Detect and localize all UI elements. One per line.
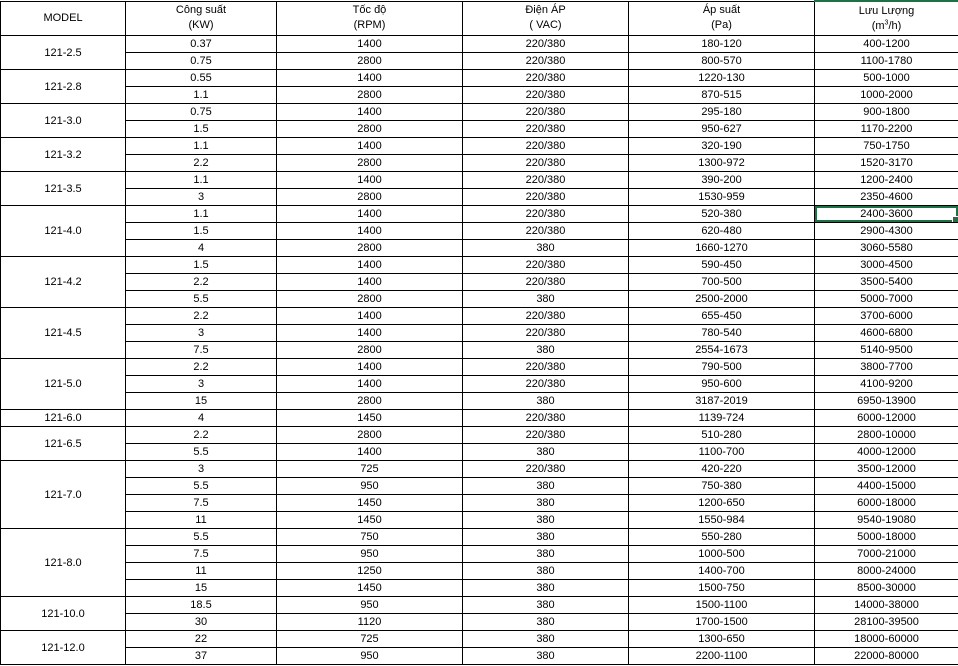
flow-cell[interactable]: 4400-15000: [815, 478, 958, 495]
header-flow-label: Lưu Lượng: [858, 4, 915, 17]
table-row: [1, 597, 958, 614]
voltage-cell[interactable]: 220/380: [463, 70, 629, 87]
voltage-cell[interactable]: 220/380: [463, 36, 629, 53]
flow-cell[interactable]: 8000-24000: [815, 563, 958, 580]
voltage-cell[interactable]: 220/380: [463, 53, 629, 70]
flow-cell[interactable]: 1000-2000: [815, 87, 958, 104]
speed-cell[interactable]: 1400: [277, 359, 463, 376]
voltage-cell[interactable]: 380: [463, 546, 629, 563]
voltage-cell[interactable]: 380: [463, 631, 629, 648]
power-cell[interactable]: 0.37: [126, 36, 277, 53]
voltage-cell[interactable]: 220/380: [463, 325, 629, 342]
flow-cell[interactable]: 3700-6000: [815, 308, 958, 325]
table-row: [1, 189, 958, 206]
speed-cell[interactable]: 2800: [277, 155, 463, 172]
speed-cell[interactable]: 1400: [277, 444, 463, 461]
header-pressure[interactable]: [629, 1, 815, 36]
flow-cell[interactable]: 3500-5400: [815, 274, 958, 291]
flow-cell[interactable]: 6000-12000: [815, 410, 958, 427]
speed-cell[interactable]: 1400: [277, 36, 463, 53]
power-cell[interactable]: 3: [126, 325, 277, 342]
header-power-label: Công suất: [175, 4, 227, 17]
table-row: [1, 257, 958, 274]
table-row: [1, 155, 958, 172]
speed-cell[interactable]: 2800: [277, 342, 463, 359]
pressure-cell[interactable]: 950-600: [629, 376, 815, 393]
header-row: [1, 1, 958, 36]
flow-cell[interactable]: 5000-18000: [815, 529, 958, 546]
flow-cell[interactable]: 7000-21000: [815, 546, 958, 563]
power-cell[interactable]: 15: [126, 580, 277, 597]
pressure-cell[interactable]: 1220-130: [629, 70, 815, 87]
pressure-cell[interactable]: 2500-2000: [629, 291, 815, 308]
pressure-cell[interactable]: 790-500: [629, 359, 815, 376]
header-flow[interactable]: [815, 1, 958, 36]
voltage-cell[interactable]: 220/380: [463, 376, 629, 393]
table-row: [1, 121, 958, 138]
model-cell[interactable]: 121-3.5: [1, 172, 126, 206]
flow-cell[interactable]: 9540-19080: [815, 512, 958, 529]
power-cell[interactable]: 1.1: [126, 206, 277, 223]
voltage-cell[interactable]: 380: [463, 580, 629, 597]
voltage-cell[interactable]: 220/380: [463, 189, 629, 206]
power-cell[interactable]: 0.75: [126, 53, 277, 70]
model-cell[interactable]: 121-6.5: [1, 427, 126, 461]
pressure-cell[interactable]: 1300-972: [629, 155, 815, 172]
header-voltage-label: Điện ÁP: [525, 4, 566, 17]
flow-cell[interactable]: 14000-38000: [815, 597, 958, 614]
model-cell[interactable]: 121-5.0: [1, 359, 126, 410]
speed-cell[interactable]: 2800: [277, 189, 463, 206]
power-cell[interactable]: 1.5: [126, 121, 277, 138]
table-row: [1, 580, 958, 597]
power-cell[interactable]: 5.5: [126, 291, 277, 308]
pressure-cell[interactable]: 780-540: [629, 325, 815, 342]
flow-cell[interactable]: 4100-9200: [815, 376, 958, 393]
pressure-cell[interactable]: 2554-1673: [629, 342, 815, 359]
table-row: [1, 631, 958, 648]
header-voltage[interactable]: [463, 1, 629, 36]
power-cell[interactable]: 1.1: [126, 87, 277, 104]
table-row: [1, 410, 958, 427]
pressure-cell[interactable]: 1660-1270: [629, 240, 815, 257]
pressure-cell[interactable]: 3187-2019: [629, 393, 815, 410]
pressure-cell[interactable]: 590-450: [629, 257, 815, 274]
voltage-cell[interactable]: 220/380: [463, 308, 629, 325]
flow-cell[interactable]: 28100-39500: [815, 614, 958, 631]
power-cell[interactable]: 5.5: [126, 444, 277, 461]
table-row: [1, 359, 958, 376]
pressure-cell[interactable]: 1530-959: [629, 189, 815, 206]
flow-cell[interactable]: 5000-7000: [815, 291, 958, 308]
voltage-cell[interactable]: 380: [463, 614, 629, 631]
table-row: [1, 70, 958, 87]
flow-cell[interactable]: 3800-7700: [815, 359, 958, 376]
pressure-cell[interactable]: 390-200: [629, 172, 815, 189]
power-cell[interactable]: 11: [126, 563, 277, 580]
header-power-unit: (KW): [188, 19, 214, 32]
table-row: [1, 427, 958, 444]
table-row: [1, 529, 958, 546]
model-cell[interactable]: 121-6.0: [1, 410, 126, 427]
model-cell[interactable]: 121-12.0: [1, 631, 126, 665]
power-cell[interactable]: 18.5: [126, 597, 277, 614]
speed-cell[interactable]: 725: [277, 631, 463, 648]
voltage-cell[interactable]: 220/380: [463, 155, 629, 172]
header-speed-label: Tốc độ: [352, 4, 387, 17]
model-cell[interactable]: 121-4.0: [1, 206, 126, 257]
voltage-cell[interactable]: 380: [463, 240, 629, 257]
power-cell[interactable]: 5.5: [126, 478, 277, 495]
power-cell[interactable]: 3: [126, 376, 277, 393]
speed-cell[interactable]: 2800: [277, 87, 463, 104]
speed-cell[interactable]: 1450: [277, 495, 463, 512]
selected-cell[interactable]: 2400-3600: [815, 206, 958, 223]
voltage-cell[interactable]: 380: [463, 393, 629, 410]
table-row: [1, 36, 958, 53]
flow-cell[interactable]: 4600-6800: [815, 325, 958, 342]
power-cell[interactable]: 0.55: [126, 70, 277, 87]
voltage-cell[interactable]: 220/380: [463, 257, 629, 274]
pressure-cell[interactable]: 520-380: [629, 206, 815, 223]
model-cell[interactable]: 121-7.0: [1, 461, 126, 529]
voltage-cell[interactable]: 220/380: [463, 138, 629, 155]
speed-cell[interactable]: 1400: [277, 206, 463, 223]
fill-handle[interactable]: [952, 216, 958, 223]
table-row: [1, 563, 958, 580]
speed-cell[interactable]: 950: [277, 648, 463, 665]
pressure-cell[interactable]: 510-280: [629, 427, 815, 444]
header-flow-unit: $(m^3/h)$: [871, 18, 902, 32]
power-cell[interactable]: 4: [126, 410, 277, 427]
flow-cell[interactable]: 2900-4300: [815, 223, 958, 240]
speed-cell[interactable]: 725: [277, 461, 463, 478]
power-cell[interactable]: 30: [126, 614, 277, 631]
power-cell[interactable]: 5.5: [126, 529, 277, 546]
pressure-cell[interactable]: 550-280: [629, 529, 815, 546]
speed-cell[interactable]: 2800: [277, 53, 463, 70]
speed-cell[interactable]: 2800: [277, 427, 463, 444]
voltage-cell[interactable]: 220/380: [463, 427, 629, 444]
power-cell[interactable]: 2.2: [126, 274, 277, 291]
power-cell[interactable]: 22: [126, 631, 277, 648]
speed-cell[interactable]: 1400: [277, 70, 463, 87]
pressure-cell[interactable]: 420-220: [629, 461, 815, 478]
table-row: [1, 240, 958, 257]
flow-cell[interactable]: 2350-4600: [815, 189, 958, 206]
speed-cell[interactable]: 2800: [277, 240, 463, 257]
speed-cell[interactable]: 1400: [277, 376, 463, 393]
table-row: [1, 376, 958, 393]
power-cell[interactable]: 1.1: [126, 172, 277, 189]
power-cell[interactable]: 1.5: [126, 257, 277, 274]
header-speed-unit: (RPM): [353, 19, 386, 32]
pressure-cell[interactable]: 180-120: [629, 36, 815, 53]
flow-cell[interactable]: 400-1200: [815, 36, 958, 53]
voltage-cell[interactable]: 380: [463, 291, 629, 308]
power-cell[interactable]: 7.5: [126, 495, 277, 512]
voltage-cell[interactable]: 220/380: [463, 410, 629, 427]
flow-cell[interactable]: 2800-10000: [815, 427, 958, 444]
power-cell[interactable]: 7.5: [126, 342, 277, 359]
speed-cell[interactable]: 1400: [277, 325, 463, 342]
power-cell[interactable]: 11: [126, 512, 277, 529]
flow-cell[interactable]: 750-1750: [815, 138, 958, 155]
flow-cell[interactable]: 6000-18000: [815, 495, 958, 512]
voltage-cell[interactable]: 380: [463, 648, 629, 665]
table-row: [1, 614, 958, 631]
speed-cell[interactable]: 1450: [277, 512, 463, 529]
header-power[interactable]: [126, 1, 277, 36]
voltage-cell[interactable]: 380: [463, 444, 629, 461]
voltage-cell[interactable]: 220/380: [463, 274, 629, 291]
header-voltage-unit: ( VAC): [529, 19, 562, 32]
pressure-cell[interactable]: 295-180: [629, 104, 815, 121]
flow-cell[interactable]: 3060-5580: [815, 240, 958, 257]
voltage-cell[interactable]: 220/380: [463, 104, 629, 121]
pressure-cell[interactable]: 700-500: [629, 274, 815, 291]
table-row: [1, 325, 958, 342]
power-cell[interactable]: 3: [126, 189, 277, 206]
pressure-cell[interactable]: 320-190: [629, 138, 815, 155]
model-cell[interactable]: 121-10.0: [1, 597, 126, 631]
speed-cell[interactable]: 1400: [277, 104, 463, 121]
pressure-cell[interactable]: 620-480: [629, 223, 815, 240]
model-cell[interactable]: 121-4.5: [1, 308, 126, 359]
model-cell[interactable]: 121-2.8: [1, 70, 126, 104]
voltage-cell[interactable]: 380: [463, 529, 629, 546]
speed-cell[interactable]: 750: [277, 529, 463, 546]
voltage-cell[interactable]: 380: [463, 495, 629, 512]
pressure-cell[interactable]: 1500-750: [629, 580, 815, 597]
flow-cell[interactable]: 1520-3170: [815, 155, 958, 172]
pressure-cell[interactable]: 950-627: [629, 121, 815, 138]
speed-cell[interactable]: 1400: [277, 172, 463, 189]
flow-cell[interactable]: 500-1000: [815, 70, 958, 87]
flow-cell[interactable]: 8500-30000: [815, 580, 958, 597]
pressure-cell[interactable]: 870-515: [629, 87, 815, 104]
voltage-cell[interactable]: 380: [463, 597, 629, 614]
table-row: [1, 512, 958, 529]
voltage-cell[interactable]: 220/380: [463, 121, 629, 138]
table-row: [1, 87, 958, 104]
pressure-cell[interactable]: 1300-650: [629, 631, 815, 648]
voltage-cell[interactable]: 380: [463, 478, 629, 495]
pressure-cell[interactable]: 800-570: [629, 53, 815, 70]
speed-cell[interactable]: 2800: [277, 121, 463, 138]
voltage-cell[interactable]: 220/380: [463, 359, 629, 376]
pressure-cell[interactable]: 1200-650: [629, 495, 815, 512]
flow-cell[interactable]: 1200-2400: [815, 172, 958, 189]
header-speed[interactable]: [277, 1, 463, 36]
voltage-cell[interactable]: 220/380: [463, 223, 629, 240]
speed-cell[interactable]: 950: [277, 546, 463, 563]
pressure-cell[interactable]: 1400-700: [629, 563, 815, 580]
flow-cell[interactable]: 3000-4500: [815, 257, 958, 274]
power-cell[interactable]: 2.2: [126, 308, 277, 325]
table-row: [1, 104, 958, 121]
power-cell[interactable]: 1.1: [126, 138, 277, 155]
table-row: [1, 546, 958, 563]
speed-cell[interactable]: 1400: [277, 257, 463, 274]
speed-cell[interactable]: 1400: [277, 223, 463, 240]
power-cell[interactable]: 7.5: [126, 546, 277, 563]
table-row: [1, 223, 958, 240]
pressure-cell[interactable]: 2200-1100: [629, 648, 815, 665]
flow-cell[interactable]: 22000-80000: [815, 648, 958, 665]
power-cell[interactable]: 37: [126, 648, 277, 665]
speed-cell[interactable]: 2800: [277, 291, 463, 308]
power-cell[interactable]: 1.5: [126, 223, 277, 240]
speed-cell[interactable]: 1400: [277, 308, 463, 325]
table-row: [1, 308, 958, 325]
power-cell[interactable]: 2.2: [126, 155, 277, 172]
power-cell[interactable]: 3: [126, 461, 277, 478]
table-row: [1, 138, 958, 155]
table-row: [1, 274, 958, 291]
speed-cell[interactable]: 2800: [277, 393, 463, 410]
table-row: [1, 291, 958, 308]
voltage-cell[interactable]: 380: [463, 512, 629, 529]
table-row: [1, 206, 958, 223]
table-row: [1, 53, 958, 70]
power-cell[interactable]: 15: [126, 393, 277, 410]
flow-cell[interactable]: 900-1800: [815, 104, 958, 121]
voltage-cell[interactable]: 220/380: [463, 206, 629, 223]
speed-cell[interactable]: 1120: [277, 614, 463, 631]
header-pressure-unit: (Pa): [711, 19, 732, 32]
speed-cell[interactable]: 950: [277, 478, 463, 495]
flow-cell[interactable]: 18000-60000: [815, 631, 958, 648]
voltage-cell[interactable]: 220/380: [463, 461, 629, 478]
power-cell[interactable]: 4: [126, 240, 277, 257]
speed-cell[interactable]: 1450: [277, 410, 463, 427]
flow-cell[interactable]: 3500-12000: [815, 461, 958, 478]
pressure-cell[interactable]: 1550-984: [629, 512, 815, 529]
power-cell[interactable]: 2.2: [126, 359, 277, 376]
table-row: [1, 495, 958, 512]
voltage-cell[interactable]: 220/380: [463, 172, 629, 189]
speed-cell[interactable]: 950: [277, 597, 463, 614]
pressure-cell[interactable]: 1500-1100: [629, 597, 815, 614]
header-model[interactable]: MODEL: [1, 1, 126, 36]
model-cell[interactable]: 121-4.2: [1, 257, 126, 308]
voltage-cell[interactable]: 380: [463, 563, 629, 580]
flow-cell[interactable]: 6950-13900: [815, 393, 958, 410]
speed-cell[interactable]: 1400: [277, 274, 463, 291]
table-row: [1, 342, 958, 359]
speed-cell[interactable]: 1400: [277, 138, 463, 155]
table-row: [1, 648, 958, 665]
table-row: [1, 444, 958, 461]
flow-cell[interactable]: 4000-12000: [815, 444, 958, 461]
flow-cell[interactable]: 1170-2200: [815, 121, 958, 138]
model-cell[interactable]: 121-3.2: [1, 138, 126, 172]
table-row: [1, 461, 958, 478]
model-cell[interactable]: 121-3.0: [1, 104, 126, 138]
flow-cell[interactable]: 1100-1780: [815, 53, 958, 70]
table-row: [1, 172, 958, 189]
pressure-cell[interactable]: 1000-500: [629, 546, 815, 563]
table-row: [1, 478, 958, 495]
pressure-cell[interactable]: 1139-724: [629, 410, 815, 427]
power-cell[interactable]: 2.2: [126, 427, 277, 444]
pressure-cell[interactable]: 750-380: [629, 478, 815, 495]
power-cell[interactable]: 0.75: [126, 104, 277, 121]
model-cell[interactable]: 121-8.0: [1, 529, 126, 597]
pressure-cell[interactable]: 1100-700: [629, 444, 815, 461]
speed-cell[interactable]: 1250: [277, 563, 463, 580]
table-row: [1, 393, 958, 410]
pressure-cell[interactable]: 655-450: [629, 308, 815, 325]
flow-cell[interactable]: 5140-9500: [815, 342, 958, 359]
header-pressure-label: Áp suất: [702, 4, 741, 17]
speed-cell[interactable]: 1450: [277, 580, 463, 597]
voltage-cell[interactable]: 380: [463, 342, 629, 359]
model-cell[interactable]: 121-2.5: [1, 36, 126, 70]
pressure-cell[interactable]: 1700-1500: [629, 614, 815, 631]
voltage-cell[interactable]: 220/380: [463, 87, 629, 104]
